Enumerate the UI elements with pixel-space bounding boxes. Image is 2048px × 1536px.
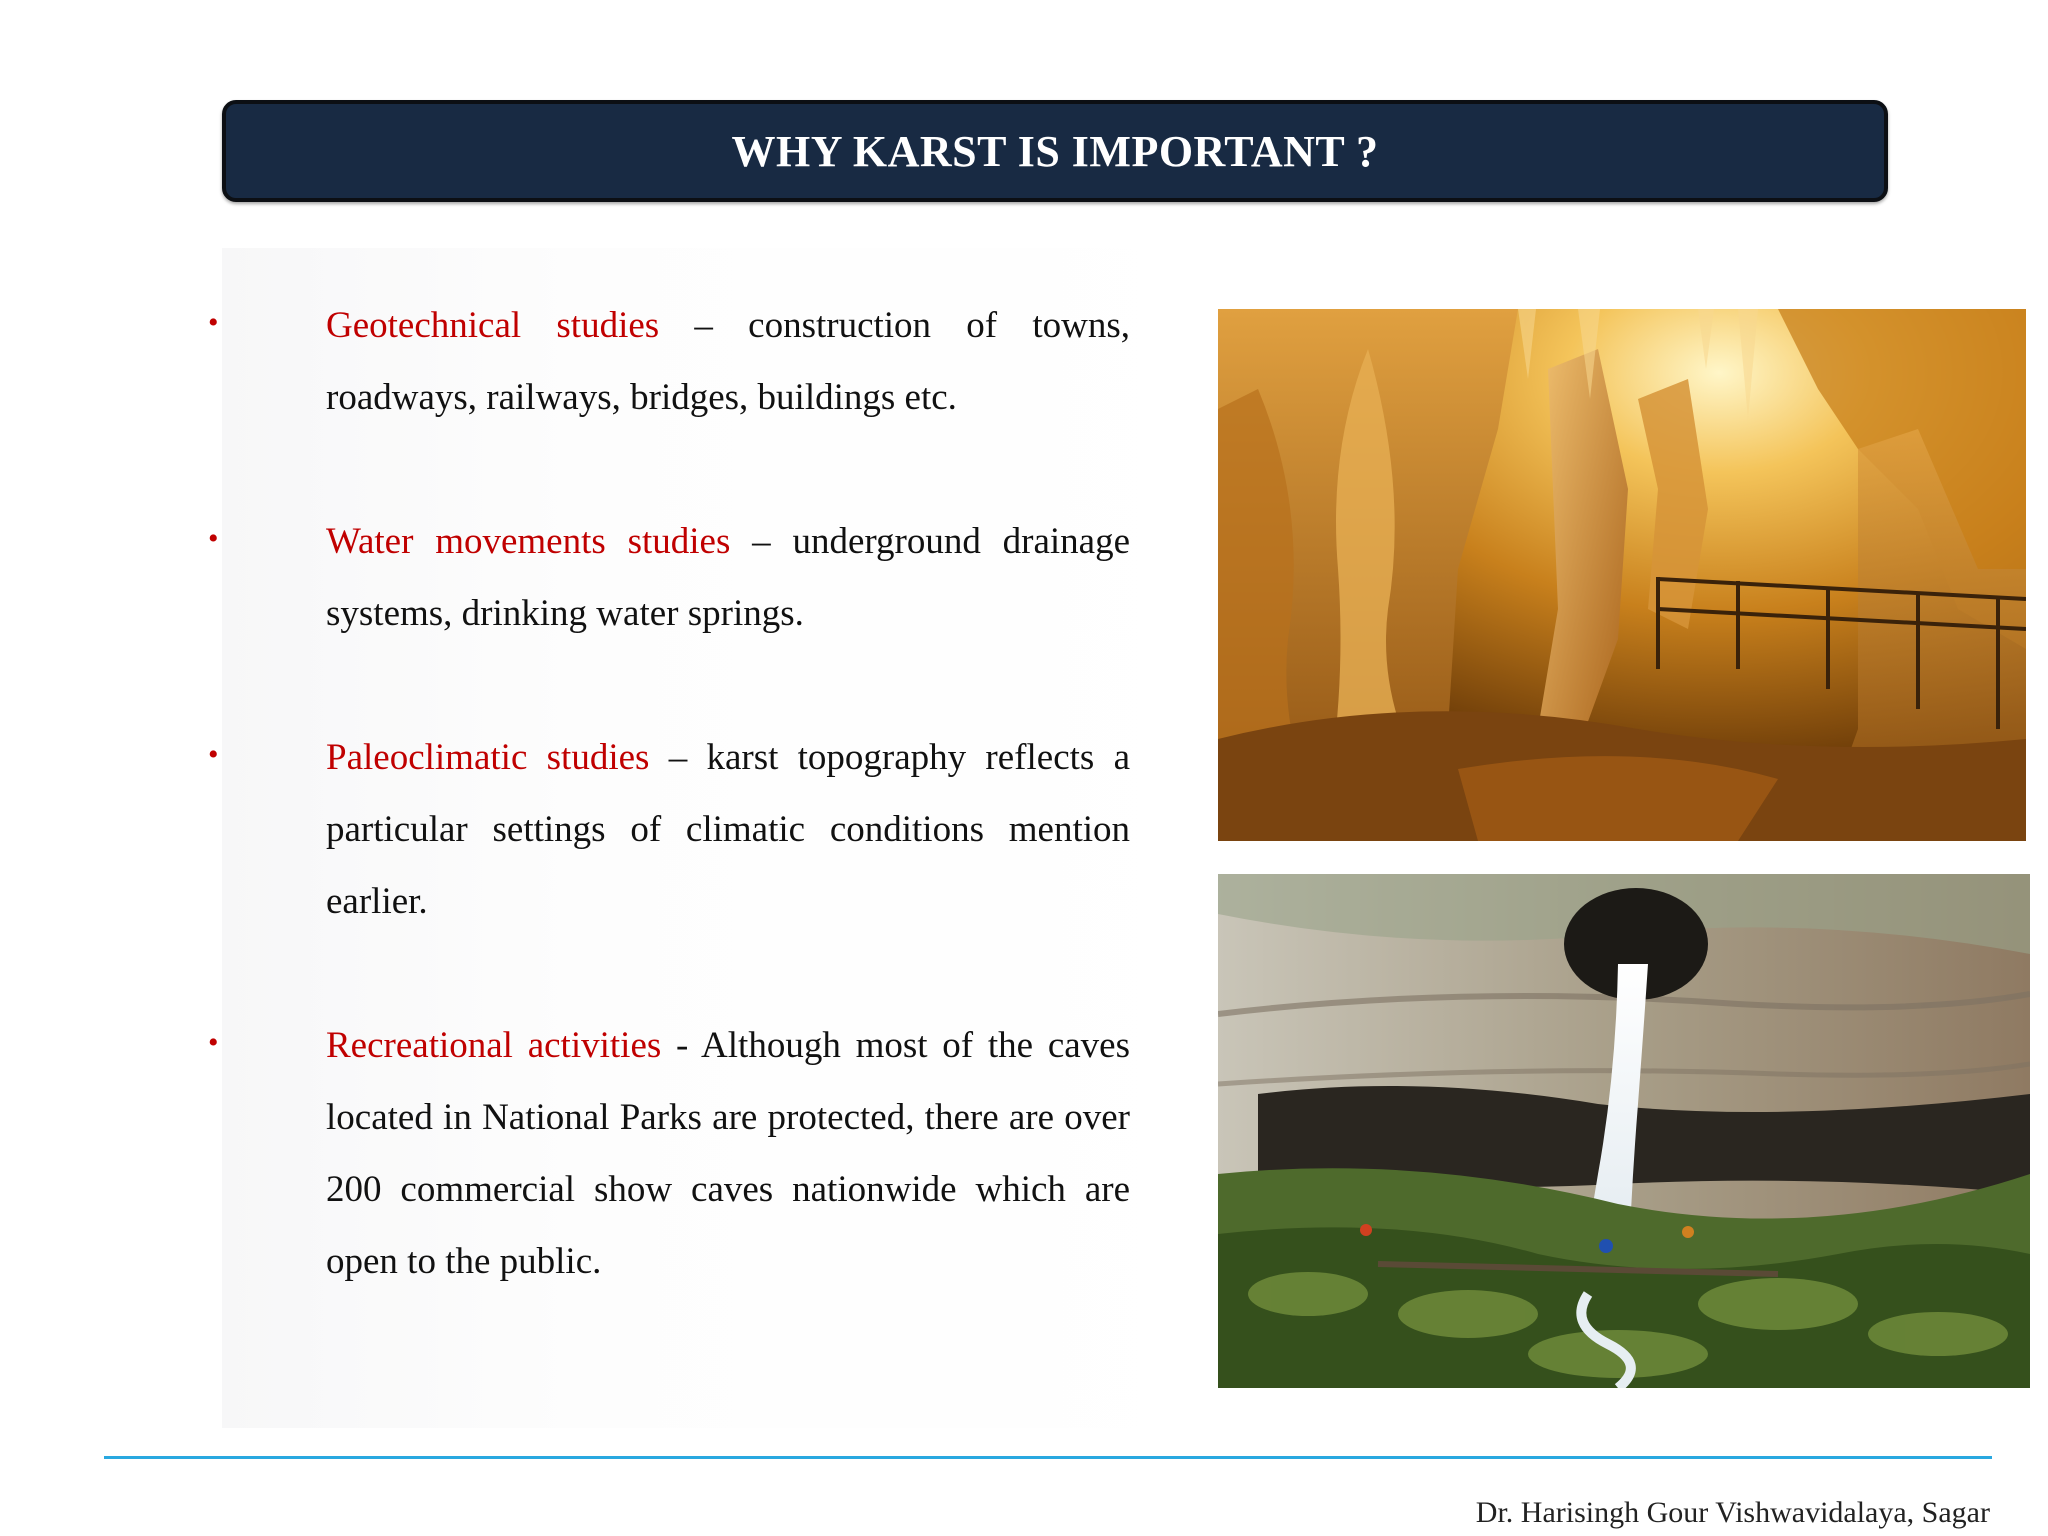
slide-title: WHY KARST IS IMPORTANT ?: [731, 126, 1379, 176]
bullet-body: – karst topography reflects a particular settings of climatic conditions mention earlier.: [326, 737, 1130, 922]
footer-divider: [104, 1456, 1992, 1459]
bullet-highlight: Recreational activities: [326, 1025, 662, 1066]
bullet-marker: •: [208, 522, 219, 555]
waterfall-cave-photo: [1218, 874, 2030, 1388]
cave-interior-photo: [1218, 309, 2026, 841]
bullet-highlight: Paleoclimatic studies: [326, 737, 650, 778]
bullet-item-recreational: [326, 1010, 1130, 1298]
cave-interior-illustration: [1218, 309, 2026, 841]
bullet-marker: •: [208, 306, 219, 339]
bullet-body: - Although most of the caves located in National Parks are protected, there are over 200 commercial show caves nationwide which are open to the public.: [326, 1025, 1130, 1282]
bullet-highlight: Water movements studies: [326, 521, 731, 562]
bullet-item-geotechnical: [326, 290, 1130, 434]
bullet-highlight: Geotechnical studies: [326, 305, 660, 346]
bullet-item-water-movements: [326, 506, 1130, 650]
waterfall-cave-illustration: [1218, 874, 2030, 1388]
footer-institution: Dr. Harisingh Gour Vishwavidalaya, Sagar: [1475, 1496, 1990, 1529]
bullet-marker: •: [208, 1026, 219, 1059]
bullet-body: – construction of towns, roadways, railways, bridges, buildings etc.: [326, 305, 1130, 418]
title-banner: [222, 100, 1888, 202]
bullet-marker: •: [208, 738, 219, 771]
bullet-item-paleoclimatic: [326, 722, 1130, 938]
bullet-body: – underground drainage systems, drinking water springs.: [326, 521, 1130, 634]
